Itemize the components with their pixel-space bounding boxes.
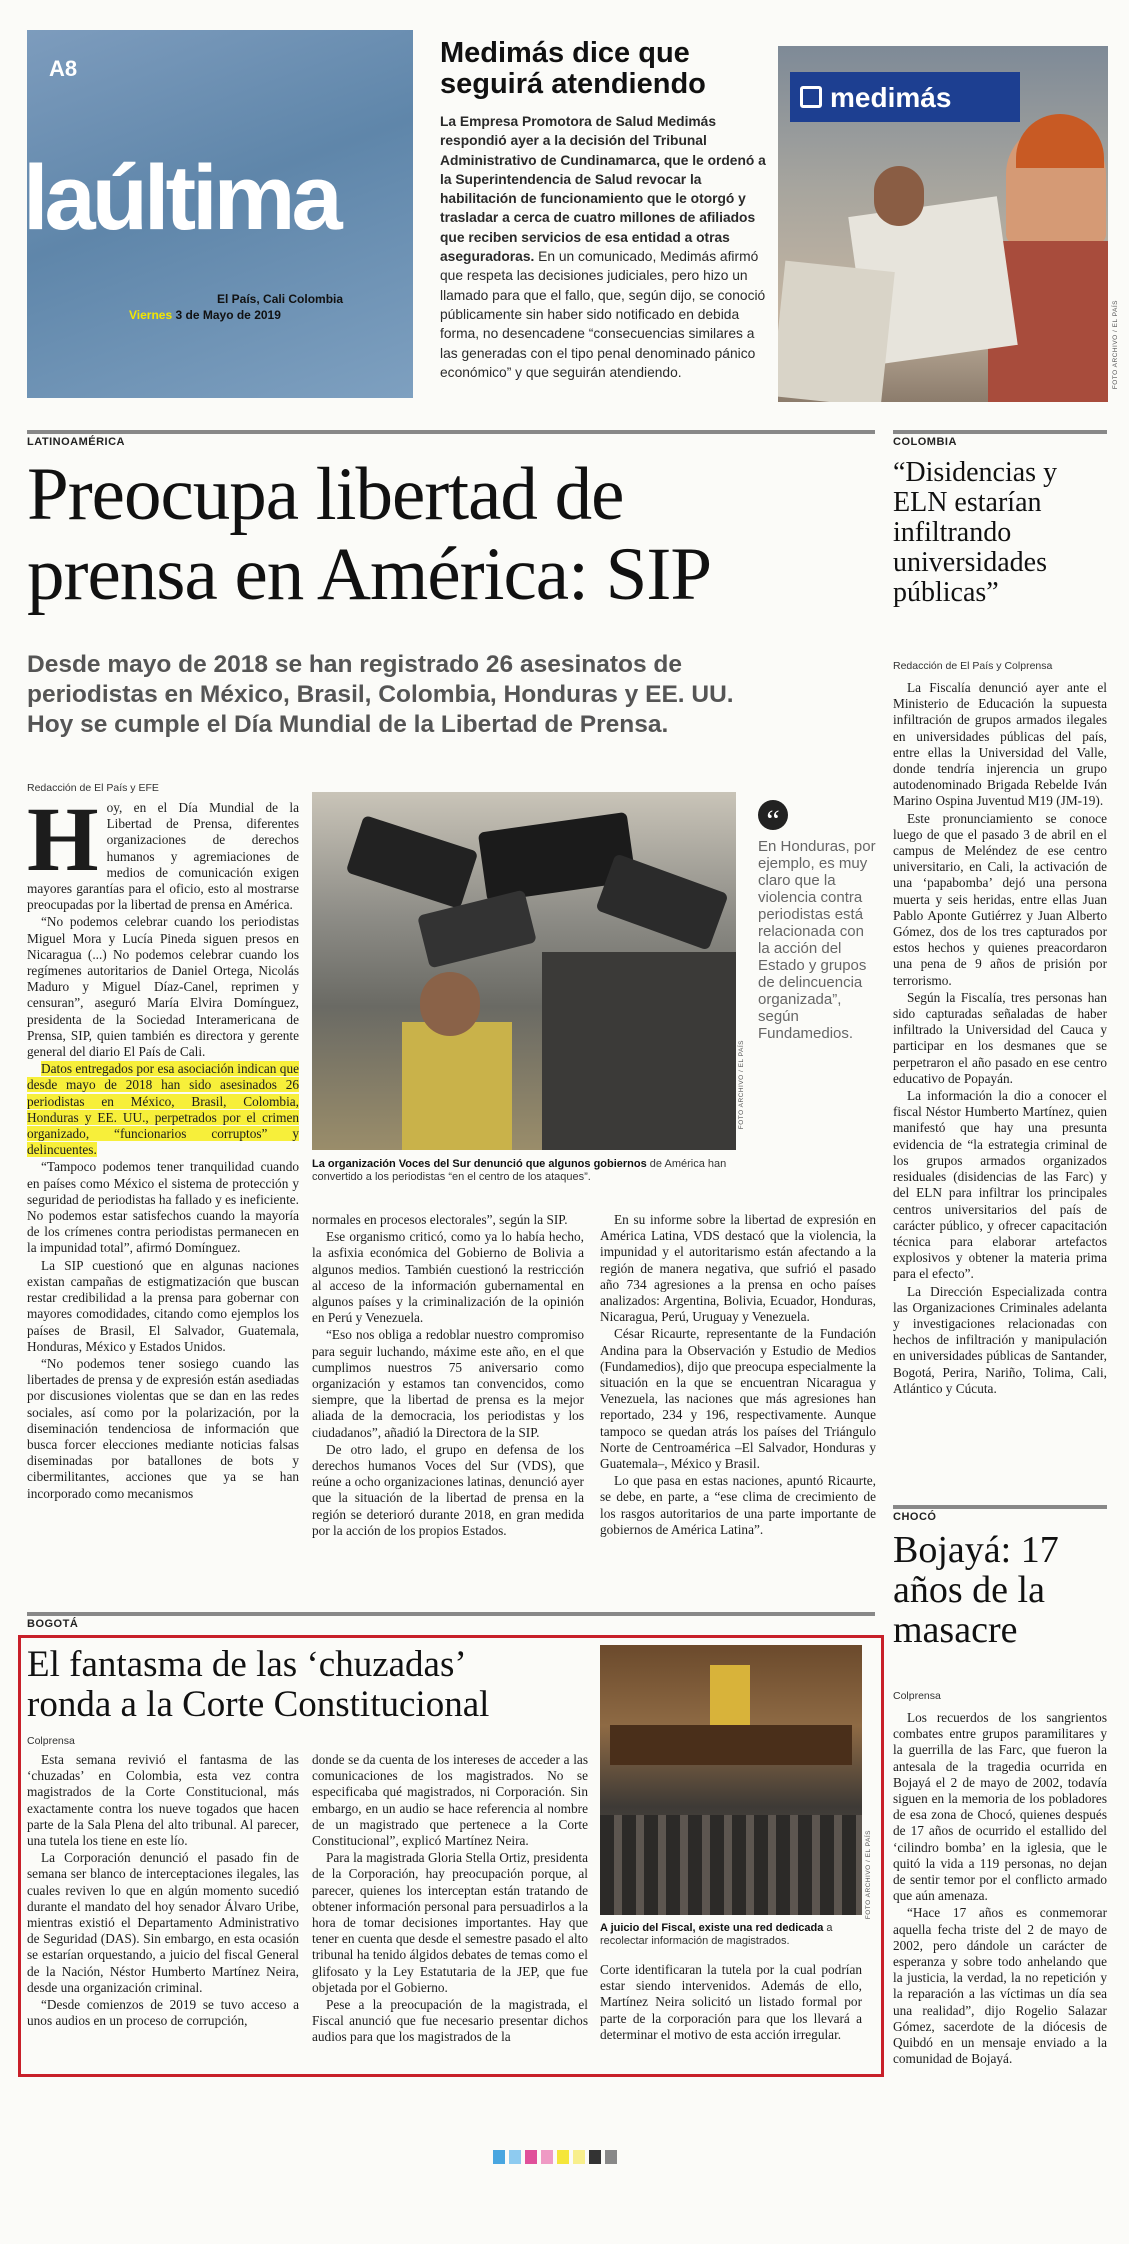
protester-man <box>874 166 924 226</box>
camera-1 <box>346 815 479 909</box>
choco-section-label: CHOCÓ <box>893 1505 1107 1523</box>
bogota-paragraph-7: Corte identificaran la tutela por la cual podrían estar siendo intervenidos. Además de ello, Martínez Neira solicitó un listado formal por parte de la corporación para que los llevará a determinar el motivo de esta acción irregular. <box>600 1962 862 2042</box>
main-paragraph-1 <box>27 800 299 913</box>
main-column-1 <box>27 800 299 1580</box>
camera-3 <box>595 853 728 950</box>
choco-paragraph-1: Los recuerdos de los sangrientos combates entre grupos paramilitares y la guerrilla de las Farc, que fueron la antesala de la tragedia ocurrida en Bojayá el 2 de mayo de 2002, todavía siguen en la memoria de los pobladores de esa zona de Chocó, quienes después de 17 años de ocurrido el estallido del ‘cilindro bomba’ en la iglesia, que le quitó la vida a 119 personas, no dejan de sentir temor por el conflicto armado que aún amenaza. <box>893 1710 1107 1904</box>
bogota-section-label: BOGOTÁ <box>27 1612 875 1630</box>
court-caption-rest: a recolectar información de magistrados. <box>600 1922 833 1947</box>
press-caption-bold: La organización Voces del Sur denunció que algunos gobiernos <box>312 1158 647 1170</box>
main-headline-line2: prensa en América: SIP <box>27 533 712 616</box>
main-paragraph-6: “No podemos tener sosiego cuando las libertades de prensa y de expresión están asediadas por discusiones violentas que se dan en las redes sociales, así como por la polarización, por la diseminación tendenciosa de información que busca forcer elecciones mediante noticias falsas diseminadas por batallones de bots y cibermilitantes, acciones que ya se han incorporado como mecanismos <box>27 1355 299 1501</box>
bogota-headline <box>27 1645 607 1725</box>
main-paragraph-7: normales en procesos electorales”, según la SIP. <box>312 1212 568 1227</box>
colombia-paragraph-2: Este pronunciamiento se conoce luego de que el pasado 3 de abril en el campus de Meléndez de ese centro universitario, en Cali, la activación de una ‘papabomba’ dejó una persona muerta y seis heridas, entre ellas Juan Pablo Aponte Gutiérrez y Juan Alberto Gómez, dos de los tres capturados por estos hechos y quienes preacordaron una pena de 9 años de prisión por terrorismo. <box>893 810 1107 988</box>
top-story-title-line2: seguirá atendiendo <box>440 68 706 100</box>
colombia-paragraph-3: Según la Fiscalía, tres personas han sido capturadas señaladas de haber infiltrado la Universidad del Cauca y participar en los desmanes que se perpetraron el año pasado en ese centro educativo de Popayán. <box>893 989 1107 1086</box>
color-swatch-cyan <box>493 2150 505 2164</box>
main-paragraph-4: “Tampoco podemos tener tranquilidad cuando en países como México el sistema de protección y seguridad de periodistas ha fallado y es ineficiente. No podemos estar satisfechos cuando la mayoría de los crímenes contra periodistas permanecen en la impunidad total”, afirmó Domínguez. <box>27 1159 299 1256</box>
bogota-paragraph-4: donde se da cuenta de los intereses de acceder a las comunicaciones de los magistrados. No se especificaba qué magistrados, ni Corporación. Sin embargo, en un audio se hace referencia al nombre de un magistrado que pertenece a la Corte Constitucional”, explicó Martínez Neira. <box>312 1752 588 1849</box>
press-photo-credit: FOTO ARCHIVO / EL PAÍS <box>738 1040 745 1130</box>
top-story-body <box>440 112 770 404</box>
protester-hair <box>1016 114 1104 168</box>
medimas-sign <box>790 72 1020 122</box>
color-swatch-light-cyan <box>509 2150 521 2164</box>
colombia-byline: Redacción de El País y Colprensa <box>893 660 1053 672</box>
main-paragraph-11: En su informe sobre la libertad de expresión en América Latina, VDS destacó que la violencia, la impunidad y el autoritarismo están afectando a la región de manera negativa, que sufrió el pasado año 734 agresiones a la prensa en ocho países analizados: Argentina, Bolivia, Ecuador, Honduras, Nicaragua, Perú, Uruguay y Venezuela. <box>600 1212 876 1325</box>
colombia-paragraph-5: La Dirección Especializada contra las Organizaciones Criminales adelanta y investigaciones relacionadas con hechos de infiltración y manipulación en universidades públicas de Santander, Bogotá, Perira, Nariño, Tolima, Cali, Atlántico y Cúcuta. <box>893 1283 1107 1396</box>
main-paragraph-5: La SIP cuestionó que en algunas naciones existan campañas de estigmatización que buscan restar credibilidad a la prensa para gobernar con mayores comodidades, citando como ejemplos los países de Brasil, El Salvador, Guatemala, Honduras, México y Estados Unidos. <box>27 1257 299 1354</box>
main-subhead-line1: Desde mayo de 2018 se han registrado 26 asesinatos de <box>27 651 683 678</box>
color-swatch-light-magenta <box>541 2150 553 2164</box>
court-bench <box>610 1725 852 1765</box>
crowd-dark <box>542 952 736 1150</box>
publication-name: El País, Cali Colombia <box>217 292 344 306</box>
medimas-logo-icon <box>800 86 822 108</box>
color-swatch-yellow <box>557 2150 569 2164</box>
highlighted-data: Datos entregados por esa asociación indican que desde mayo de 2018 han sido asesinados 26 periodistas en México, Brasil, Colombia, Honduras y EE. UU., perpetrados por el crimen organizado, “funcionarios corruptos” y delincuentes. <box>27 1061 299 1158</box>
bogota-paragraph-2: La Corporación denunció el pasado fin de semana ser blanco de interceptaciones ilegales, las cuales reviven lo que en algún momento sucedió durante el mandato del hoy senador Álvaro Uribe, mientras existió el Departamento Administrativo de Seguridad (DAS). Sin embargo, en esta ocasión se estarían orquestando, a juicio del fiscal General de la Nación, Néstor Humberto Martínez Neira, desde una organización criminal. <box>27 1850 299 1995</box>
choco-headline: Bojayá: 17 años de la masacre <box>893 1529 1059 1651</box>
court-flags <box>710 1665 750 1725</box>
choco-body <box>893 1710 1107 2140</box>
choco-byline: Colprensa <box>893 1690 941 1702</box>
main-paragraph-10: De otro lado, el grupo en defensa de los derechos humanos Voces del Sur (VDS), que reúne a ocho organizaciones latinas, denunció ayer que la situación de la libertad de prensa en la región se deterioró durante 2018, en gran medida por la acción de los propios Estados. <box>312 1441 584 1538</box>
main-subhead-line2: periodistas en México, Brasil, Colombia, Honduras y EE. UU. <box>27 681 734 708</box>
main-paragraph-2: “No podemos celebrar cuando los periodistas Miguel Mora y Lucía Pineda siguen presos en Nicaragua (...) No podemos celebrar cuando los regímenes autoritarios de Daniel Ortega, Nicolás Maduro y Miguel Díaz-Canel, reprimen y censuran”, aseguró María Elvira Domínguez, presidenta de la Sociedad Interamericana de Prensa, SIP, quien también es directora y gerente general del diario El País de Cali. <box>27 914 299 1060</box>
page-number: A8 <box>49 56 78 81</box>
colombia-headline: “Disidencias y ELN estarían infiltrando universidades públicas” <box>893 457 1058 608</box>
court-caption-bold: A juicio del Fiscal, existe una red dedicada <box>600 1922 824 1934</box>
medimas-photo-credit: FOTO ARCHIVO / EL PAÍS <box>1112 300 1119 390</box>
main-column-2 <box>312 1212 584 1582</box>
bogota-paragraph-3: “Desde comienzos de 2019 se tuvo acceso a unos audios en un proceso de corrupción, <box>27 1997 299 2029</box>
main-paragraph-1-text: oy, en el Día Mundial de la Libertad de Prensa, diferentes organizaciones de derechos humanos y agremiaciones de medios de comunicación exigen mayores garantías para el oficio, esto al mostrarse preocupadas por la libertad de prensa en América. <box>27 800 299 913</box>
court-photo <box>600 1645 862 1915</box>
journalist-head <box>420 972 480 1036</box>
colombia-body <box>893 680 1107 1490</box>
publication-date <box>129 308 281 322</box>
choco-paragraph-2: “Hace 17 años es conmemorar aquella fecha triste del 2 de mayo de 2002, pero dándole un carácter de esperanza y sobre todo anhelando que la justicia, la verdad, la no repetición y la reparación a las víctimas un día sea una realidad”, dijo Rogelio Salazar Gómez, sacerdote de la diócesis de Quibdó en un mensaje enviado a la comunidad de Bojayá. <box>893 1905 1107 2067</box>
bogota-headline-line1: El fantasma de las ‘chuzadas’ <box>27 1644 467 1685</box>
main-subhead <box>27 650 887 740</box>
press-photo-caption <box>312 1158 736 1184</box>
protest-sign-2 <box>778 261 895 402</box>
press-caption-rest: de América han convertido a los periodistas “en el centro de los ataques”. <box>312 1158 727 1183</box>
publication-date-text: 3 de Mayo de 2019 <box>175 308 281 322</box>
bogota-paragraph-1: Esta semana revivió el fantasma de las ‘chuzadas’ en Colombia, esta vez contra magistrados de la Corte Constitucional, más exactamente contra los nueve togados que hacen parte de la Sala Plena del alto tribunal. Al parecer, una tutela los tiene en este lío. <box>27 1752 299 1849</box>
quote-icon: “ <box>758 800 788 830</box>
court-audience <box>600 1815 862 1915</box>
main-byline: Redacción de El País y EFE <box>27 782 159 794</box>
bogota-byline: Colprensa <box>27 1735 75 1747</box>
bogota-paragraph-5: Para la magistrada Gloria Stella Ortiz, presidenta de la Corporación, hay preocupación porque, al parecer, quienes los interceptan están tratando de obtener información personal para persuadirlos a la hora de tomar decisiones importantes. Hay que tener en cuenta que desde el semestre pasado el alto tribunal ha tenido álgidos debates de temas como el glifosato y la Ley Estatutaria de la JEP, que fue objetada por el Gobierno. <box>312 1850 588 1995</box>
main-column-3 <box>600 1212 876 1582</box>
colombia-section-label: COLOMBIA <box>893 430 1107 448</box>
print-color-bar <box>493 2150 617 2164</box>
top-story-title-line1: Medimás dice que <box>440 37 690 69</box>
main-subhead-line3: Hoy se cumple el Día Mundial de la Libertad de Prensa. <box>27 711 669 738</box>
color-swatch-gray <box>605 2150 617 2164</box>
main-paragraph-3 <box>27 1061 299 1158</box>
color-swatch-black <box>589 2150 601 2164</box>
section-logo: laúltima <box>23 147 339 249</box>
section-header <box>23 30 413 398</box>
bogota-column-3 <box>600 1962 862 2070</box>
color-swatch-magenta <box>525 2150 537 2164</box>
top-story-lead: La Empresa Promotora de Salud Medimás respondió ayer a la decisión del Tribunal Administrativo de Cundinamarca, que le ordenó a la Superintendencia de Salud revocar la habilitación de funcionamiento que le otorgó y trasladar a cerca de cuatro millones de afiliados que reciben servicios de esa entidad a otras aseguradoras. <box>440 114 766 265</box>
press-photo <box>312 792 736 1150</box>
bogota-column-1 <box>27 1752 299 2070</box>
journalist-vest <box>402 1022 512 1150</box>
main-headline-line1: Preocupa libertad de <box>27 453 624 536</box>
top-story-text: En un comunicado, Medimás afirmó que respeta las decisiones judiciales, pero hizo un llamado para que el fallo, que, según dijo, se conoció públicamente sin haber sido notificado en debida forma, no desencadene “consecuencias similares a las generadas con el tipo penal denominado pánico económico” y que seguirán atendiendo. <box>440 249 766 380</box>
medimas-photo <box>778 46 1108 402</box>
main-paragraph-12: César Ricaurte, representante de la Fundación Andina para la Observación y Estudio de Medios (Fundamedios), dijo que preocupa especialmente la situación en la que se encuentran Nicaragua y Venezuela, las naciones que más agresiones han reportado, 234 y 196, respectivamente. Aunque tampoco se quedan atrás los países del Triángulo Norte de Centroamérica –El Salvador, Honduras y Guatemala–, México y Brasil. <box>600 1326 876 1472</box>
top-story-title <box>440 38 770 100</box>
colombia-paragraph-4: La información la dio a conocer el fiscal Néstor Humberto Martínez, quien manifestó que hay una presunta evidencia de “la estrategia criminal de los grupos armados organizados residuales (disidencias de las Farc) y del ELN para infiltrar los principales centros universitarios del país de carácter público, y ofrecer capacitación técnica para elaborar artefactos explosivos y obtener la materia prima para el efecto”. <box>893 1088 1107 1282</box>
bogota-column-2 <box>312 1752 588 2070</box>
main-headline <box>27 455 887 615</box>
bogota-paragraph-6: Pese a la preocupación de la magistrada, el Fiscal anunció que fue necesario presentar dichos audios para que los magistrados de la <box>312 1997 588 2045</box>
main-dropcap: H <box>27 800 99 890</box>
court-photo-credit: FOTO ARCHIVO / EL PAÍS <box>865 1830 872 1920</box>
publication-day: Viernes <box>129 308 173 322</box>
medimas-sign-text: medimás <box>830 82 952 113</box>
pullquote <box>758 800 876 1042</box>
color-swatch-light-yellow <box>573 2150 585 2164</box>
main-paragraph-9: “Eso nos obliga a redoblar nuestro compromiso para seguir luchando, máxime este año, en el que cumplimos nuestros 75 aniversario como organización y estamos tan convencidos, como siempre, que la libertad de prensa es la mejor aliada de la democracia, los periodistas y los ciudadanos”, añadió la Directora de la SIP. <box>312 1327 584 1440</box>
bogota-headline-line2: ronda a la Corte Constitucional <box>27 1684 490 1725</box>
court-photo-caption <box>600 1922 862 1948</box>
main-paragraph-8: Ese organismo criticó, como ya lo había hecho, la asfixia económica del Gobierno de Bolivia a algunos medios. También cuestionó la restricción al acceso de la información gubernamental en algunos países y la criminalización de la opinión en Perú y Venezuela. <box>312 1229 584 1326</box>
pullquote-text: En Honduras, por ejemplo, es muy claro que la violencia contra periodistas está relacionada con la acción del Estado y grupos de delincuencia organizada”, según Fundamedios. <box>758 838 876 1042</box>
colombia-paragraph-1: La Fiscalía denunció ayer ante el Ministerio de Educación la supuesta infiltración de grupos armados ilegales en universidades públicas del país, entre ellas la Universidad del Valle, donde tendría injerencia un grupo autodenominado Brigada Rebelde Iván Marino Ospina Juventud M19 (JM-19). <box>893 680 1107 809</box>
main-paragraph-13: Lo que pasa en estas naciones, apuntó Ricaurte, se debe, en parte, a “ese clima de crecimiento de los rasgos autoritarios de una parte importante de gobiernos de América Latina”. <box>600 1473 876 1537</box>
main-section-label: LATINOAMÉRICA <box>27 430 875 448</box>
